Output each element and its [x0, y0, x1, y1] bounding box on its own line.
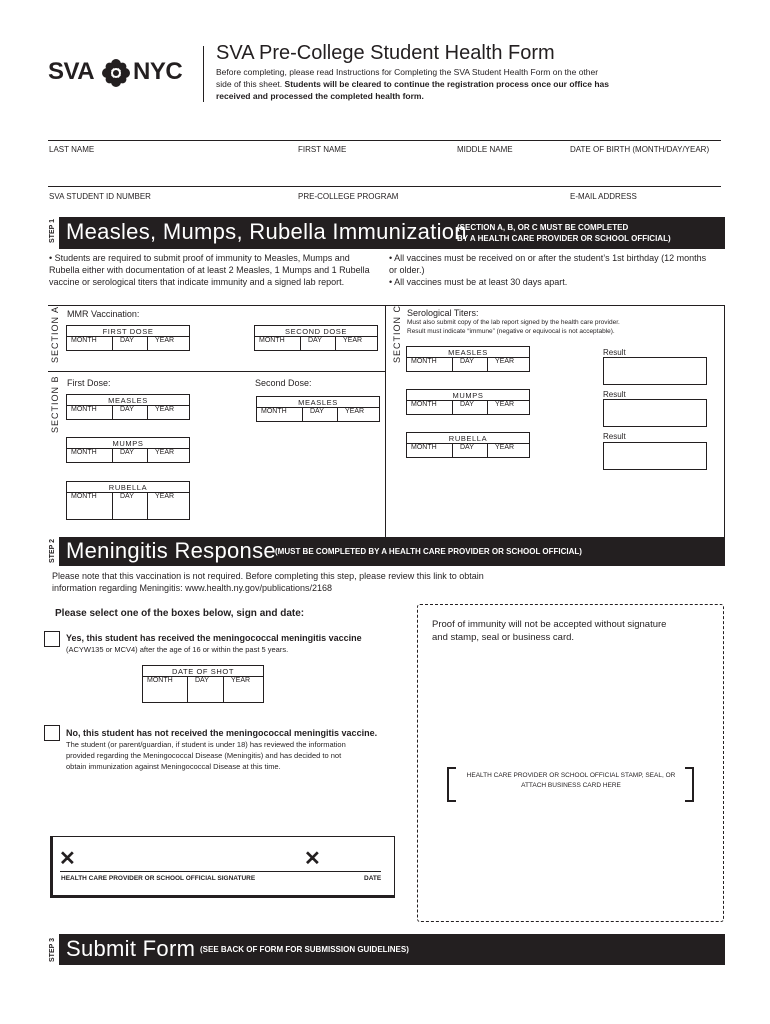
step1-bullet-left: • Students are required to submit proof of immunity to Measles, Mumps and Rubella either with documentation of at least 2 Measles, 1 Mumps and 1 Rubella vaccine or serological titers that indicate immunity and a signed lab report. [49, 253, 370, 287]
mumps-result-box[interactable] [603, 399, 707, 427]
no-sub-2: provided regarding the Meningococcal Disease (Meningitis) and has decided to not [66, 751, 342, 760]
email-field[interactable]: E-MAIL ADDRESS [570, 192, 637, 201]
month-label: MONTH [71, 449, 97, 456]
month-label: MONTH [71, 493, 97, 500]
measles-result-label: Result [603, 348, 626, 357]
step3-note: (SEE BACK OF FORM FOR SUBMISSION GUIDELINES) [200, 945, 409, 954]
sva-nyc-logo [48, 58, 186, 88]
day-label: DAY [195, 677, 209, 684]
step3-tab: STEP 3 [49, 938, 56, 962]
section-c-heading: Serological Titers: [407, 308, 479, 318]
year-label: YEAR [155, 493, 175, 500]
day-label: DAY [120, 449, 134, 456]
mumps-result-label: Result [603, 390, 626, 399]
step1-bullet-right-2: • All vaccines must be at least 30 days apart. [389, 277, 568, 287]
section-divider [385, 305, 386, 537]
month-label: MONTH [71, 337, 97, 344]
month-label: MONTH [147, 677, 173, 684]
section-b-second-dose: Second Dose: [255, 378, 312, 388]
second-dose-label: SECOND DOSE [284, 327, 348, 336]
year-label: YEAR [495, 401, 515, 408]
header-intro-plain: Before completing, please read Instructions for Completing the SVA Student Health Form on the other side of this sheet. [216, 67, 599, 89]
section-c-note-1: Must also submit copy of the lab report signed by the health care provider. [407, 319, 620, 326]
day-label: DAY [310, 408, 324, 415]
measles-result-box[interactable] [603, 357, 707, 385]
mumps-label: MUMPS [452, 391, 484, 400]
logo-flower-icon [101, 58, 131, 88]
step3-header-bar [48, 934, 725, 965]
no-sub-1: The student (or parent/guardian, if student is under 18) has reviewed the information [66, 740, 346, 749]
signature-label: HEALTH CARE PROVIDER OR SCHOOL OFFICIAL SIGNATURE [61, 875, 256, 882]
day-label: DAY [120, 493, 134, 500]
month-label: MONTH [411, 401, 437, 408]
student-id-field[interactable]: SVA STUDENT ID NUMBER [49, 192, 151, 201]
yes-label: Yes, this student has received the meningococcal meningitis vaccine [66, 633, 362, 643]
year-label: YEAR [495, 444, 515, 451]
section-b-measles-second-date[interactable] [256, 396, 380, 422]
day-label: DAY [460, 444, 474, 451]
step2-title: Meningitis Response [66, 538, 276, 563]
header-intro-bold: Students will be cleared to continue the registration process once our office has received and processed the completed health form. [216, 79, 610, 101]
section-c-label: SECTION C [392, 304, 402, 363]
day-label: DAY [308, 337, 322, 344]
info-top-rule [48, 140, 721, 141]
signature-line [60, 871, 381, 872]
measles-label: MEASLES [108, 396, 148, 405]
date-label: DATE [364, 875, 382, 882]
step1-title: Measles, Mumps, Rubella Immunization [66, 219, 467, 244]
rubella-label: RUBELLA [448, 434, 488, 443]
month-label: MONTH [411, 444, 437, 451]
section-a-heading: MMR Vaccination: [67, 309, 140, 319]
info-mid-rule [48, 186, 721, 187]
section-b-rubella-date[interactable] [66, 481, 190, 520]
step2-intro-1: Please note that this vaccination is not required. Before completing this step, please review this link to obtain [52, 571, 484, 581]
logo-text-left: SVA [48, 58, 95, 85]
page-title: SVA Pre-College Student Health Form [216, 42, 555, 64]
step2-intro-2: information regarding Meningitis: www.health.ny.gov/publications/2168 [52, 583, 332, 593]
first-name-field[interactable]: FIRST NAME [298, 145, 347, 154]
section-a-first-dose-date[interactable] [66, 325, 190, 351]
middle-name-field[interactable]: MIDDLE NAME [457, 145, 513, 154]
measles-label: MEASLES [298, 398, 338, 407]
rubella-result-box[interactable] [603, 442, 707, 470]
section-b-top-rule [48, 371, 385, 372]
year-label: YEAR [155, 337, 175, 344]
day-label: DAY [460, 401, 474, 408]
step1-tab: STEP 1 [49, 219, 56, 243]
measles-label: MEASLES [448, 348, 488, 357]
yes-checkbox[interactable] [44, 631, 60, 647]
rubella-label: RUBELLA [108, 483, 148, 492]
stamp-label-1: HEALTH CARE PROVIDER OR SCHOOL OFFICIAL STAMP, SEAL, OR [466, 772, 676, 779]
program-field[interactable]: PRE-COLLEGE PROGRAM [298, 192, 399, 201]
signature-x-icon: ✕ [59, 848, 76, 870]
section-a-top-rule [48, 305, 725, 306]
year-label: YEAR [231, 677, 251, 684]
stamp-area[interactable] [417, 604, 724, 922]
step3-title: Submit Form [66, 936, 196, 961]
year-label: YEAR [345, 408, 365, 415]
day-label: DAY [460, 358, 474, 365]
year-label: YEAR [155, 406, 175, 413]
step1-note-1: (SECTION A, B, OR C MUST BE COMPLETED [457, 223, 629, 232]
section-c-mumps-date[interactable] [406, 389, 530, 415]
step1-bullet-right-1: • All vaccines must be received on or after the student’s 1st birthday (12 months or older.) [389, 253, 707, 275]
step2-header-bar [48, 537, 725, 566]
proof-note-2: and stamp, seal or business card. [432, 632, 575, 643]
month-label: MONTH [261, 408, 287, 415]
step1-note-2: BY A HEALTH CARE PROVIDER OR SCHOOL OFFICIAL) [457, 234, 671, 243]
stamp-label-2: ATTACH BUSINESS CARD HERE [521, 782, 621, 789]
year-label: YEAR [155, 449, 175, 456]
section-c-right-rule [724, 305, 725, 537]
section-a-label: SECTION A [50, 305, 60, 363]
section-b-measles-first-date[interactable] [66, 394, 190, 420]
header-divider [203, 46, 204, 102]
month-label: MONTH [259, 337, 285, 344]
rubella-result-label: Result [603, 432, 626, 441]
section-b-label: SECTION B [50, 375, 60, 433]
proof-note-1: Proof of immunity will not be accepted without signature [432, 619, 667, 630]
mumps-label: MUMPS [112, 439, 144, 448]
section-c-rubella-date[interactable] [406, 432, 530, 458]
step1-header-bar [48, 217, 725, 249]
select-prompt: Please select one of the boxes below, sign and date: [55, 608, 305, 619]
no-sub-3: obtain immunization against Meningococcal Disease at this time. [66, 762, 281, 771]
logo-text-right: NYC [133, 58, 183, 85]
year-label: YEAR [495, 358, 515, 365]
section-c-note-2: Result must indicate “immune” (negative or equivocal is not acceptable). [407, 328, 615, 335]
yes-sublabel: (ACYW135 or MCV4) after the age of 16 or within the past 5 years. [66, 645, 289, 654]
date-of-shot-label: DATE OF SHOT [171, 667, 235, 676]
no-label: No, this student has not received the meningococcal meningitis vaccine. [66, 728, 378, 738]
signature-block[interactable] [50, 836, 395, 898]
month-label: MONTH [71, 406, 97, 413]
section-a-second-dose-date[interactable] [254, 325, 378, 351]
dob-field[interactable]: DATE OF BIRTH (MONTH/DAY/YEAR) [570, 145, 710, 154]
no-checkbox[interactable] [44, 725, 60, 741]
header-intro [216, 66, 616, 102]
year-label: YEAR [343, 337, 363, 344]
date-of-shot[interactable] [142, 665, 264, 703]
section-b-mumps-date[interactable] [66, 437, 190, 463]
section-c-measles-date[interactable] [406, 346, 530, 372]
step2-note: (MUST BE COMPLETED BY A HEALTH CARE PROVIDER OR SCHOOL OFFICIAL) [275, 547, 582, 556]
step2-tab: STEP 2 [49, 539, 56, 563]
day-label: DAY [120, 337, 134, 344]
first-dose-label: FIRST DOSE [102, 327, 154, 336]
date-x-icon: ✕ [304, 848, 321, 870]
month-label: MONTH [411, 358, 437, 365]
section-b-first-dose: First Dose: [67, 378, 111, 388]
last-name-field[interactable]: LAST NAME [49, 145, 95, 154]
day-label: DAY [120, 406, 134, 413]
